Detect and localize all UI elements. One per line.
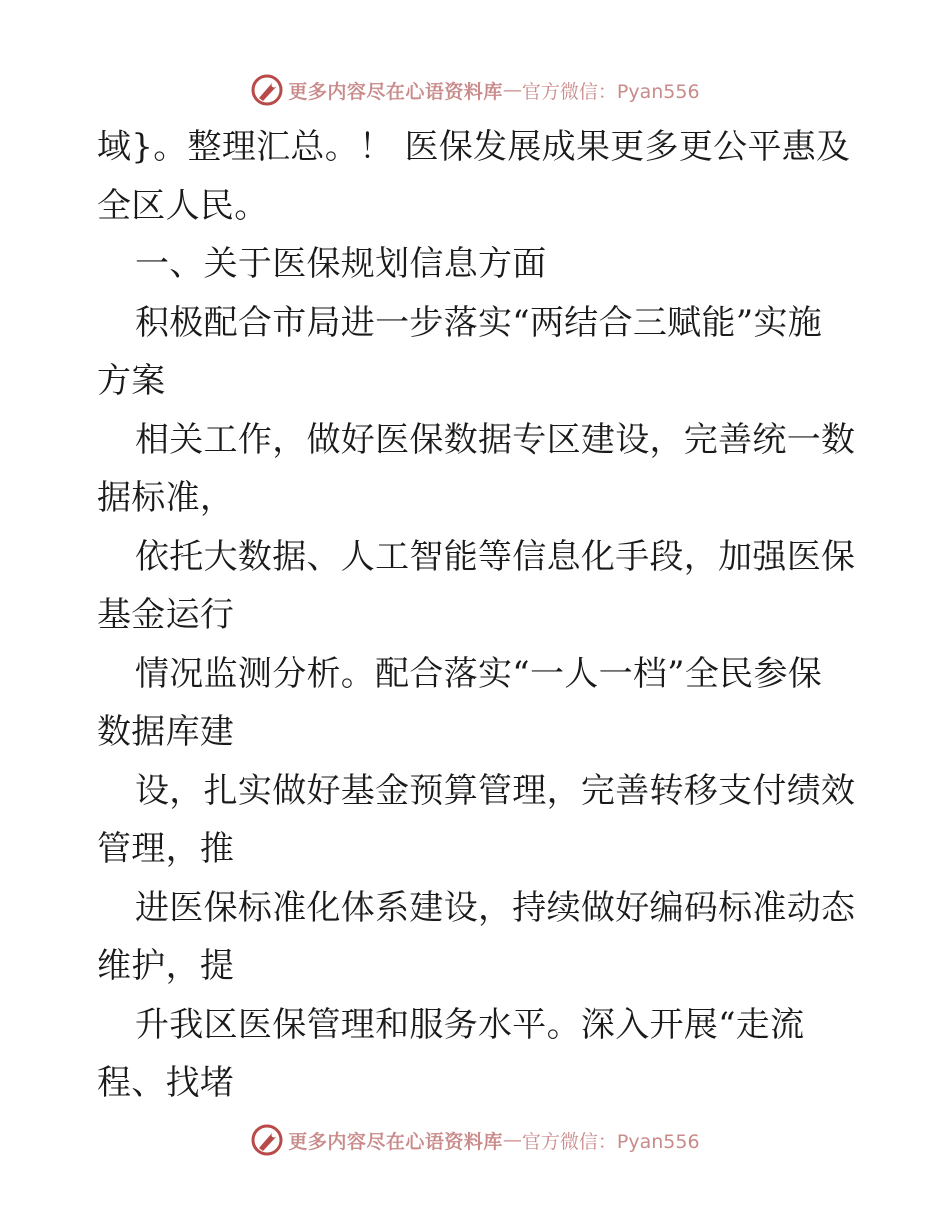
watermark-separator: — [502,79,522,101]
text-line: 积极配合市局进一步落实“两结合三赋能”实施 [135,302,823,343]
text-line: 升我区医保管理和服务水平。深入开展“走流 [135,1004,805,1045]
text-line: 基金运行 [97,595,235,635]
footer-watermark-banner [0,1120,950,1160]
watermark-brand-text: 更多内容尽在心语资料库 [288,80,503,103]
text-line: 相关工作，做好医保数据专区建设，完善统一数 [135,419,856,460]
text-line: 方案 [97,361,166,401]
text-line: 设，扎实做好基金预算管理，完善转移支付绩效 [135,770,856,811]
watermark-brand-text: 更多内容尽在心语资料库 [288,1130,503,1153]
pen-logo-icon [250,1123,284,1157]
text-line: 维护，提 [97,946,235,986]
section-heading: 一、关于医保规划信息方面 [135,244,547,284]
text-line: 情况监测分析。配合落实“一人一档”全民参保 [135,653,823,694]
document-body [97,118,857,1113]
watermark-separator: — [502,1129,522,1151]
watermark-contact-text: 官方微信：Pyan556 [521,1130,700,1153]
text-line: 全区人民。 [97,185,269,226]
watermark-contact-text: 官方微信：Pyan556 [521,80,700,103]
text-line: 依托大数据、人工智能等信息化手段，加强医保 [135,536,856,577]
text-line: 域}。整理汇总。！ 医保发展成果更多更公平惠及 [97,127,851,167]
text-line: 管理，推 [97,829,235,869]
text-line: 进医保标准化体系建设，持续做好编码标准动态 [135,887,856,928]
text-line: 据标准， [97,478,235,518]
text-line: 程、找堵 [97,1063,235,1103]
text-line: 数据库建 [97,712,235,752]
header-watermark-banner [0,70,950,110]
pen-logo-icon [250,73,284,107]
